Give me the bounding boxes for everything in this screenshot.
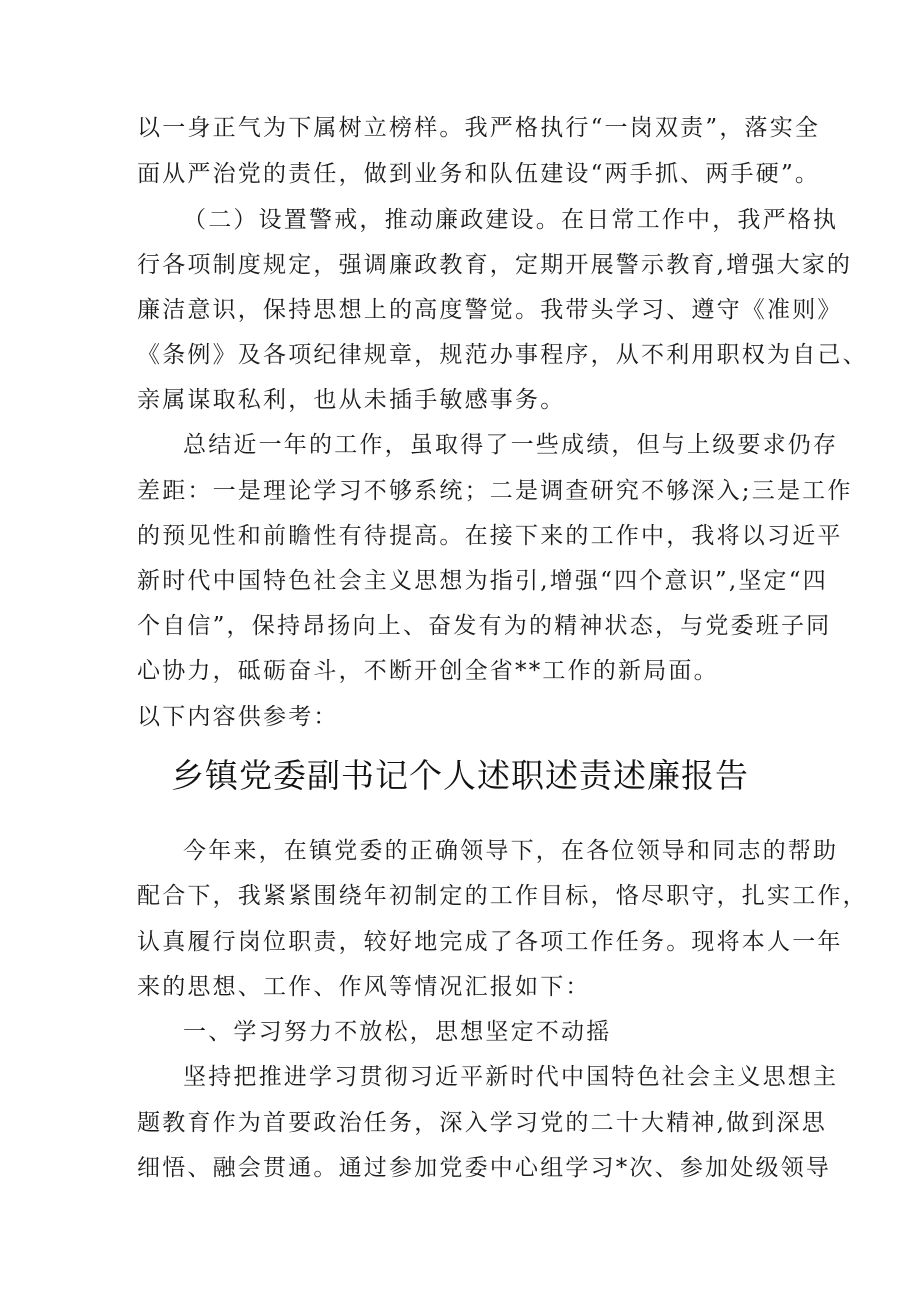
- body-line: 行各项制度规定，强调廉政教育，定期开展警示教育,增强大家的: [137, 252, 853, 278]
- subsection-line: （二）设置警戒，推动廉政建设。在日常工作中，我严格执: [183, 207, 839, 233]
- body-line: 的预见性和前瞻性有待提高。在接下来的工作中，我将以习近平: [137, 523, 843, 549]
- body-line: 配合下，我紧紧围绕年初制定的工作目标，恪尽职守，扎实工作，: [137, 883, 868, 909]
- reference-note: 以下内容供参考：: [137, 704, 339, 730]
- body-line: 亲属谋取私利，也从未插手敏感事务。: [137, 387, 566, 413]
- body-line: 认真履行岗位职责，较好地完成了各项工作任务。现将本人一年: [137, 929, 843, 955]
- body-line: 来的思想、工作、作风等情况汇报如下：: [137, 974, 591, 1000]
- body-line: 廉洁意识，保持思想上的高度警觉。我带头学习、遵守《准则》: [137, 297, 843, 323]
- body-line: 面从严治党的责任，做到业务和队伍建设“两手抓、两手硬”。: [137, 161, 821, 187]
- body-line: 差距：一是理论学习不够系统；二是调查研究不够深入;三是工作: [137, 478, 853, 504]
- body-line: 题教育作为首要政治任务，深入学习党的二十大精神,做到深思: [137, 1110, 827, 1136]
- paragraph-first-line: 坚持把推进学习贯彻习近平新时代中国特色社会主义思想主: [183, 1064, 839, 1090]
- body-line: 心协力，砥砺奋斗，不断开创全省**工作的新局面。: [137, 658, 719, 684]
- body-line: 细悟、融会贯通。通过参加党委中心组学习*次、参加处级领导: [137, 1155, 832, 1181]
- intro-line: 今年来，在镇党委的正确领导下，在各位领导和同志的帮助: [183, 838, 839, 864]
- summary-line: 总结近一年的工作，虽取得了一些成绩，但与上级要求仍存: [183, 432, 839, 458]
- body-line: 个自信”，保持昂扬向上、奋发有为的精神状态，与党委班子同: [137, 613, 832, 639]
- body-line: 以一身正气为下属树立榜样。我严格执行“一岗双责”，落实全: [137, 115, 821, 141]
- body-line: 《条例》及各项纪律规章，规范办事程序，从不利用职权为自己、: [137, 342, 868, 368]
- body-line: 新时代中国特色社会主义思想为指引,增强“四个意识”,坚定“四: [137, 568, 828, 594]
- report-title: 乡镇党委副书记个人述职述责述廉报告: [171, 756, 749, 795]
- section-heading: 一、学习努力不放松，思想坚定不动摇: [183, 1019, 612, 1045]
